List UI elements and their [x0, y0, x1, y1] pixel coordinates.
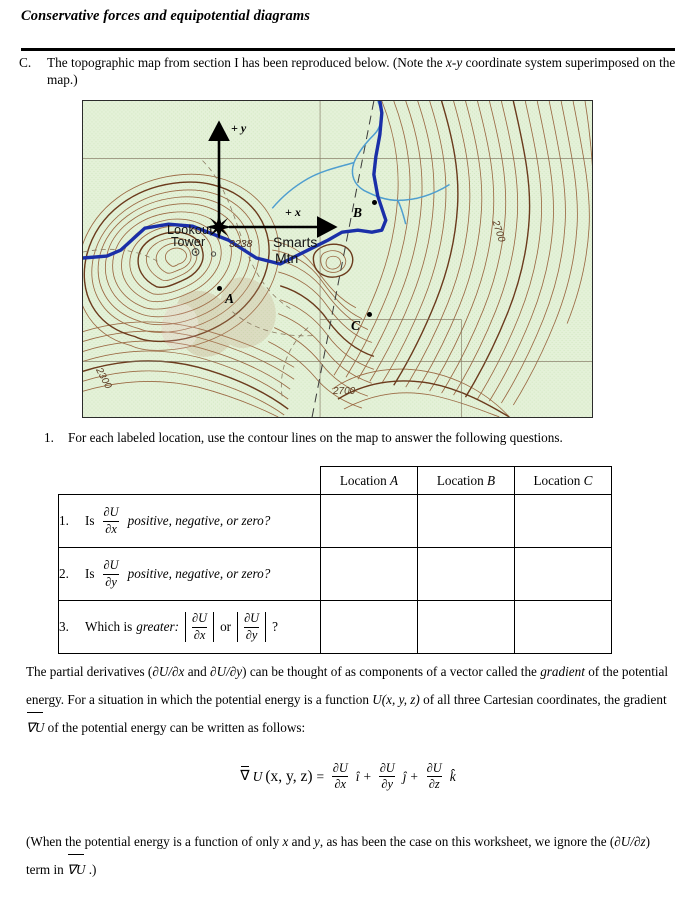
- map-label-elevation: 3238: [229, 238, 253, 250]
- eqn-args: (x, y, z): [265, 767, 313, 785]
- map-contour-label-2700-right: 2700: [489, 219, 507, 244]
- header-location-b: [417, 467, 514, 495]
- answer-cell-2c[interactable]: [514, 548, 611, 601]
- eqn-j-hat: ĵ: [402, 769, 407, 785]
- partial-derivative-du-dx: [190, 612, 209, 641]
- header-location-a-prefix: Location: [339, 472, 390, 488]
- frac-denominator: ∂z: [428, 777, 440, 792]
- answer-cell-3b[interactable]: [417, 601, 514, 654]
- abs-du-dx: [185, 612, 214, 641]
- answer-cell-2b[interactable]: [417, 548, 514, 601]
- frac-denominator: ∂x: [105, 521, 117, 536]
- para1-gradient-word: gradient: [540, 664, 585, 679]
- para2-s3: , as has been the case on this worksheet, we ignore the (: [319, 834, 615, 849]
- para1-s1: The partial derivatives (: [26, 664, 153, 679]
- item-c-block: [19, 55, 679, 88]
- partial-derivative-du-dy: [242, 612, 261, 641]
- axis-label-plus-y: + y: [231, 121, 247, 135]
- map-label-lookout: Lookout: [167, 223, 213, 237]
- question-1-is: Is: [85, 513, 95, 528]
- eqn-plus-1: +: [362, 768, 372, 784]
- para2-s1: (When the potential energy is a function of only: [26, 834, 283, 849]
- para1-s3: ) can be thought of as components of a vector called the: [242, 664, 541, 679]
- question-1-tail: positive, negative, or zero?: [127, 513, 271, 528]
- question-cell-3: [59, 601, 321, 654]
- para2-y: y: [313, 834, 320, 849]
- para2-dudz: ∂U/∂z: [614, 834, 646, 849]
- frac-denominator: ∂x: [193, 627, 206, 642]
- para1-s6: of the potential energy can be written as follows:: [44, 720, 306, 735]
- point-marker-a-dot: [217, 286, 222, 291]
- answer-cell-1a[interactable]: [320, 495, 417, 548]
- answer-cell-2a[interactable]: [320, 548, 417, 601]
- table-row: [59, 601, 612, 654]
- header-location-b-letter: B: [487, 472, 496, 488]
- para1-s4: of the potential energy. For a situation in which the potential energy is a function: [26, 664, 669, 707]
- map-label-mtn: Mtn: [275, 250, 299, 266]
- question-1-statement: [85, 506, 270, 535]
- item-c-xy: x-y: [446, 55, 463, 70]
- item-c-text-part1: The topographic map from section I has been reproduced below. (Note the: [47, 55, 447, 70]
- para1-s5: of all three Cartesian coordinates, the gradient: [419, 692, 667, 707]
- question-1-marker: 1.: [44, 430, 54, 445]
- header-location-c-prefix: Location: [533, 472, 584, 488]
- abs-bar-right: [213, 612, 214, 641]
- item-c-text-part2: coordinate system superimposed on the map.): [47, 55, 676, 87]
- eqn-term2-frac: [378, 762, 397, 791]
- question-1-block: [44, 430, 674, 446]
- frac-numerator: ∂U: [103, 505, 119, 520]
- frac-numerator: ∂U: [244, 611, 260, 626]
- map-contour-label-2300-left: 2300: [93, 366, 114, 391]
- table-row: [59, 548, 612, 601]
- answer-cell-3a[interactable]: [320, 601, 417, 654]
- para2-s2: and: [288, 834, 314, 849]
- answer-cell-1c[interactable]: [514, 495, 611, 548]
- answer-cell-1b[interactable]: [417, 495, 514, 548]
- para1-dudx: ∂U/∂x: [152, 664, 185, 679]
- question-3-or: or: [220, 619, 232, 634]
- question-2-tail: positive, negative, or zero?: [127, 566, 271, 581]
- item-c-text: [47, 55, 679, 88]
- header-location-a: [320, 467, 417, 495]
- frac-numerator: ∂U: [379, 761, 395, 775]
- eqn-term1-frac: [331, 762, 350, 791]
- para2-s4: ) term in: [26, 834, 651, 877]
- para2-s5: .): [85, 862, 97, 877]
- eqn-i-hat: î: [355, 769, 360, 785]
- abs-du-dy: [237, 612, 266, 641]
- origin-star-icon: [206, 214, 232, 240]
- eqn-k-hat: k̂: [449, 769, 456, 785]
- point-marker-c-dot: [367, 312, 372, 317]
- frac-numerator: ∂U: [191, 611, 208, 626]
- header-location-a-letter: A: [389, 472, 399, 488]
- question-cell-2: [59, 548, 321, 601]
- eqn-u: U: [252, 768, 263, 784]
- question-3-lead: Which is: [85, 619, 133, 634]
- para2-x: x: [282, 834, 289, 849]
- abs-bar-left: [237, 612, 238, 641]
- frac-denominator: ∂y: [105, 574, 117, 589]
- point-marker-b-dot: [372, 200, 377, 205]
- question-1-number: 1.: [59, 513, 69, 528]
- table-row: [59, 495, 612, 548]
- answer-cell-3c[interactable]: [514, 601, 611, 654]
- item-c-marker: C.: [19, 55, 32, 70]
- para1-grad-u: ∇U: [26, 714, 44, 742]
- para1-dudy: ∂U/∂y: [210, 664, 243, 679]
- frac-numerator: ∂U: [332, 761, 348, 775]
- question-2-statement: [85, 559, 270, 588]
- table-header-row: [59, 467, 612, 495]
- question-3-number: 3.: [59, 619, 69, 634]
- map-contour-label-2700-bottom: 2700: [333, 386, 356, 397]
- title-divider: [21, 48, 675, 51]
- para2-grad-u: ∇U: [67, 856, 85, 884]
- abs-bar-right: [265, 612, 266, 641]
- answers-table: [58, 466, 612, 654]
- point-label-b: B: [353, 205, 363, 220]
- question-cell-1: [59, 495, 321, 548]
- topographic-map: [82, 100, 593, 418]
- frac-numerator: ∂U: [426, 761, 442, 775]
- note-paragraph: [26, 828, 674, 884]
- partial-derivative-du-dy: [102, 559, 121, 588]
- partial-derivative-du-dx: [102, 506, 121, 535]
- header-blank-cell: [59, 467, 321, 495]
- map-label-tower: Tower: [171, 235, 206, 249]
- header-location-c-letter: C: [583, 472, 593, 488]
- gradient-paragraph: [26, 658, 674, 742]
- question-2-is: Is: [85, 566, 95, 581]
- question-3-statement: [85, 612, 278, 641]
- question-3-qmark: ?: [272, 619, 278, 634]
- eqn-equals: =: [315, 768, 325, 784]
- question-3-greater: greater:: [136, 619, 179, 634]
- eqn-plus-2: +: [409, 768, 419, 784]
- frac-numerator: ∂U: [103, 558, 119, 573]
- point-label-c: C: [351, 318, 361, 333]
- point-label-a: A: [225, 291, 235, 306]
- para1-s2: and: [184, 664, 211, 679]
- header-location-b-prefix: Location: [436, 472, 487, 488]
- frac-denominator: ∂y: [245, 627, 258, 642]
- abs-bar-left: [185, 612, 186, 641]
- header-location-c: [514, 467, 611, 495]
- eqn-nabla: ∇: [240, 769, 250, 785]
- coordinate-axes-overlay: [83, 101, 593, 418]
- map-label-smarts: Smarts: [273, 234, 318, 250]
- question-1-text: For each labeled location, use the contour lines on the map to answer the following questions.: [68, 430, 563, 445]
- axis-label-plus-x: + x: [285, 205, 301, 219]
- para1-ufunc: U(x, y, z): [372, 692, 420, 707]
- frac-denominator: ∂y: [381, 777, 394, 792]
- gradient-equation: [0, 762, 696, 791]
- frac-denominator: ∂x: [334, 777, 347, 792]
- question-2-number: 2.: [59, 566, 69, 581]
- page-title: Conservative forces and equipotential diagrams: [21, 8, 310, 24]
- eqn-term3-frac: [425, 762, 444, 791]
